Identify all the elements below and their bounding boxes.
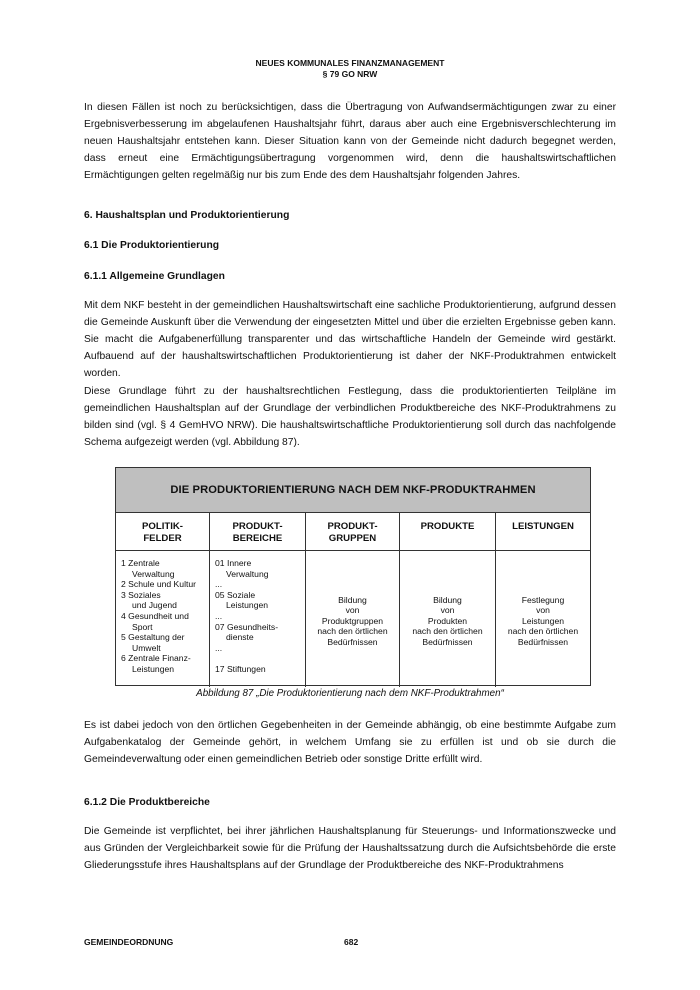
produktgruppen-cell: Bildung von Produktgruppen nach den örtlichen Bedürfnissen [306, 551, 400, 687]
list-item: 1 Zentrale [121, 558, 160, 568]
list-item: ... [215, 579, 223, 590]
list-item: Sport [132, 621, 153, 632]
paragraph-gegebenheiten: Es ist dabei jedoch von den örtlichen Gegebenheiten in der Gemeinde abhängig, ob eine bestimmte Aufgabe zum Aufgabenkatalog der Gemeinde gehört, in welchem Umfang sie zu erfüllen ist und ob sie durch die Gemeindeverwaltung oder einen gemeindlichen Betrieb oder sonstige Dritte erfüllt wird. [84, 720, 616, 766]
list-item: 05 Soziale [215, 589, 256, 600]
intro-paragraph: In diesen Fällen ist noch zu berücksichtigen, dass die Übertragung von Aufwandsermächtigungen zwar zu einer Ergebnisverbesserung im abgelaufenen Haushaltsjahr führt, daraus aber auch eine Ergebnisverschlechterung im neuen Haushaltsjahr entstehen kann. Dieser Situation kann von der Gemeinde nicht dadurch begegnet werden, dass erneut eine Ermächtigungsübertragung vorgenommen wird, denn die haushaltswirtschaftlichen Ermächtigungen gelten regelmäßig nur bis zum Ende des dem Haushaltsjahr folgenden Jahres. [84, 102, 616, 182]
footer-label: GEMEINDEORDNUNG [84, 937, 174, 947]
produktbereiche-list [210, 551, 306, 687]
list-item: 5 Gestaltung der [121, 632, 185, 643]
paragraph-festlegung: Diese Grundlage führt zu der haushaltsrechtlichen Festlegung, dass die produktorientierten Teilpläne im gemeindlichen Haushaltsplan auf der Grundlage der verbindlichen Produktbereiche des NKF-Produktrahmens zu bilden sind (vgl. § 4 GemHVO NRW). Die haushaltswirtschaftliche Produktorientierung soll durch das nachfolgende Schema aufgezeigt werden (vgl. Abbildung 87). [84, 386, 616, 449]
list-item: 01 Innere [215, 558, 252, 568]
header-section: § 79 GO NRW [322, 69, 378, 79]
list-item: 2 Schule und Kultur [121, 579, 197, 590]
list-item: Leistungen [132, 663, 175, 674]
heading-6: 6. Haushaltsplan und Produktorientierung [84, 210, 290, 221]
list-item: 17 Stiftungen [215, 663, 266, 674]
list-item: Leistungen [226, 600, 269, 611]
produkte-cell: Bildung von Produkten nach den örtlichen Bedürfnissen [400, 551, 496, 687]
paragraph-grundlagen: Mit dem NKF besteht in der gemeindlichen Haushaltswirtschaft eine sachliche Produktorientierung, aufgrund dessen die Gemeinde Auskunft über die Verwendung der eingesetzten Mittel und über die erzielten Ergebnisse geben kann. Sie macht die Aufgabenerfüllung transparenter und das wirtschaftliche Handeln der Gemeinde wird gestärkt. Aufbauend auf der haushaltswirtschaftlichen Produktorientierung ist daher der NKF-Produktrahmen entwickelt worden. [84, 300, 616, 380]
list-item: ... [215, 610, 223, 621]
figure-header-row [116, 513, 590, 551]
column-header-produkte: PRODUKTE [400, 513, 496, 550]
list-item: 6 Zentrale Finanz- [121, 653, 191, 664]
page-number: 682 [344, 937, 359, 947]
header-title: NEUES KOMMUNALES FINANZMANAGEMENT [255, 58, 445, 68]
figure-produktrahmen [115, 467, 591, 686]
list-item: 4 Gesundheit und [121, 610, 189, 621]
heading-6-1-2: 6.1.2 Die Produktbereiche [84, 797, 210, 808]
list-item: 07 Gesundheits- [215, 621, 279, 632]
list-item: Verwaltung [132, 568, 175, 579]
list-spacer [215, 653, 305, 664]
list-item: ... [215, 642, 223, 653]
page-header [0, 58, 700, 80]
leistungen-cell: Festlegung von Leistungen nach den örtlichen Bedürfnissen [507, 594, 579, 647]
paragraph-produktbereiche: Die Gemeinde ist verpflichtet, bei ihrer jährlichen Haushaltsplanung für Steuerungs- und Informationszwecke und aus Gründen der Vergleichbarkeit sowie für die Prüfung der Haushaltssatzung durch die Aufsichtsbehörde die erste Gliederungsstufe ihres Haushaltsplans auf der Grundlage der Produktbereiche des NKF-Produktrahmens [84, 826, 616, 872]
figure-title: DIE PRODUKTORIENTIERUNG NACH DEM NKF-PRODUKTRAHMEN [116, 468, 590, 513]
politikfelder-list [116, 551, 210, 687]
list-item: und Jugend [132, 600, 177, 611]
list-item: 3 Soziales [121, 589, 161, 600]
figure-caption: Abbildung 87 „Die Produktorientierung nach dem NKF-Produktrahmen“ [196, 688, 504, 699]
intro-paragraph-block [84, 99, 616, 184]
heading-6-1: 6.1 Die Produktorientierung [84, 240, 220, 251]
heading-6-1-1: 6.1.1 Allgemeine Grundlagen [84, 271, 225, 282]
list-item: Umwelt [132, 642, 161, 653]
column-header-produktgruppen: PRODUKT- GRUPPEN [306, 513, 400, 550]
column-header-politikfelder: POLITIK- FELDER [116, 513, 210, 550]
list-item: dienste [226, 632, 254, 643]
column-header-produktbereiche: PRODUKT- BEREICHE [210, 513, 306, 550]
list-item: Verwaltung [226, 568, 269, 579]
figure-body-row [116, 551, 590, 687]
column-header-leistungen: LEISTUNGEN [512, 521, 574, 532]
